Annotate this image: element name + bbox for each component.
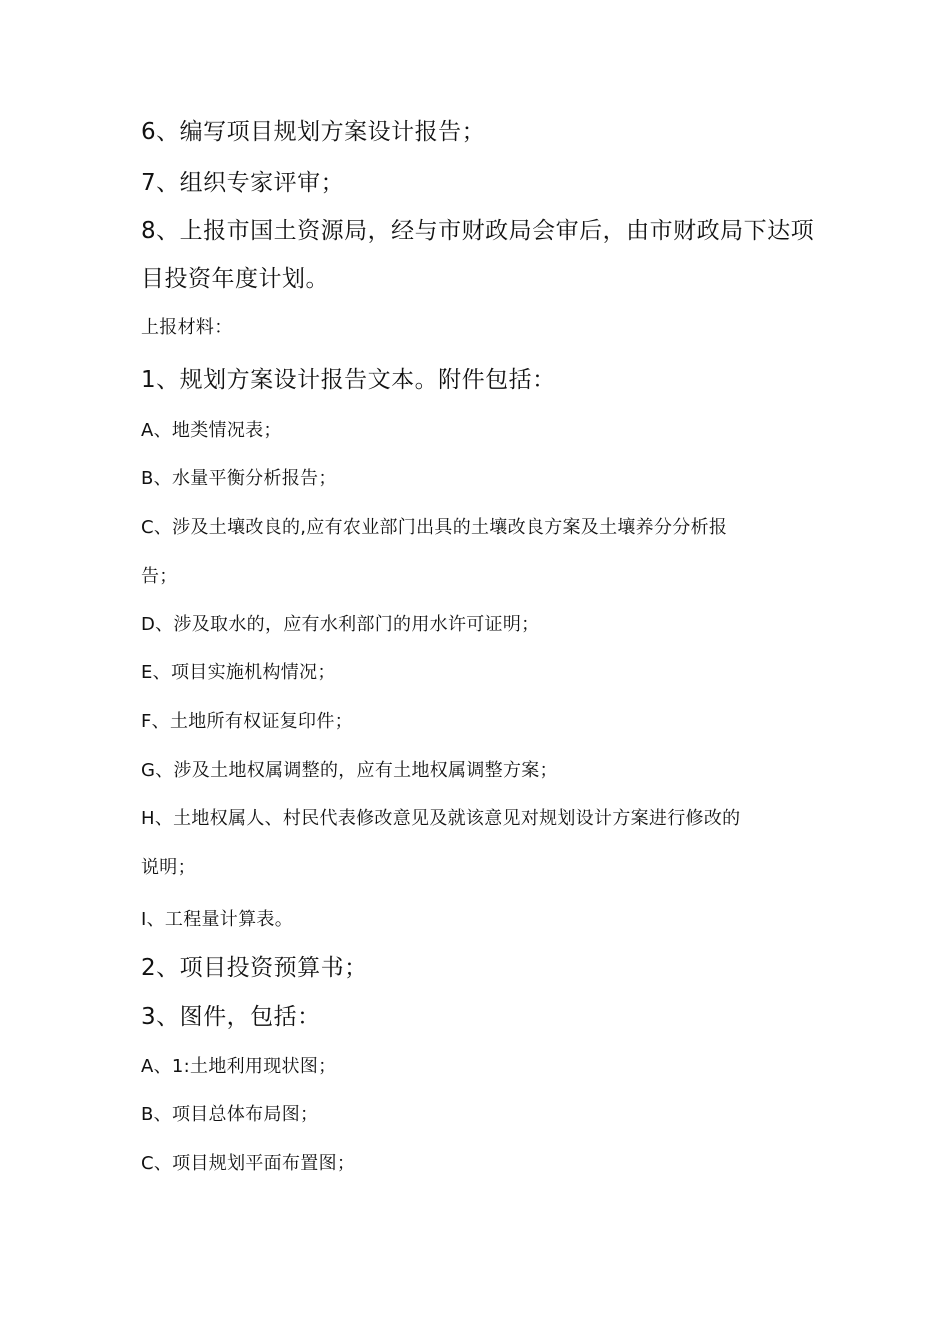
attachment-e-text: E、项目实施机构情况； [141, 662, 336, 683]
attachment-c-text: C、涉及土壤改良的,应有农业部门出具的土壤改良方案及土壤养分分析报 [141, 517, 728, 538]
material-2-text: 2、项目投资预算书； [141, 955, 368, 981]
attachment-c-text-continued: 告； [141, 566, 178, 587]
step-8-text-continued: 目投资年度计划。 [141, 266, 329, 292]
figure-c-text: C、项目规划平面布置图； [141, 1153, 356, 1174]
attachment-i-text: I、工程量计算表。 [141, 909, 294, 930]
material-1-text: 1、规划方案设计报告文本。附件包括： [141, 367, 556, 393]
step-7-text: 7、组织专家评审； [141, 170, 345, 196]
figure-a-text: A、1:土地利用现状图； [141, 1056, 337, 1077]
attachment-a-text: A、地类情况表； [141, 420, 282, 441]
step-6-text: 6、编写项目规划方案设计报告； [141, 119, 486, 145]
material-3-text: 3、图件，包括： [141, 1004, 321, 1030]
attachment-f-text: F、土地所有权证复印件； [141, 711, 353, 732]
section-heading: 上报材料： [141, 317, 233, 338]
attachment-d-text: D、涉及取水的，应有水利部门的用水许可证明； [141, 614, 540, 635]
step-8-text: 8、上报市国土资源局，经与市财政局会审后，由市财政局下达项 [141, 218, 815, 244]
attachment-h-text-continued: 说明； [141, 857, 196, 878]
attachment-b-text: B、水量平衡分析报告； [141, 468, 337, 489]
attachment-h-text: H、土地权属人、村民代表修改意见及就该意见对规划设计方案进行修改的 [141, 808, 741, 829]
figure-b-text: B、项目总体布局图； [141, 1104, 319, 1125]
attachment-g-text: G、涉及土地权属调整的，应有土地权属调整方案； [141, 760, 558, 781]
